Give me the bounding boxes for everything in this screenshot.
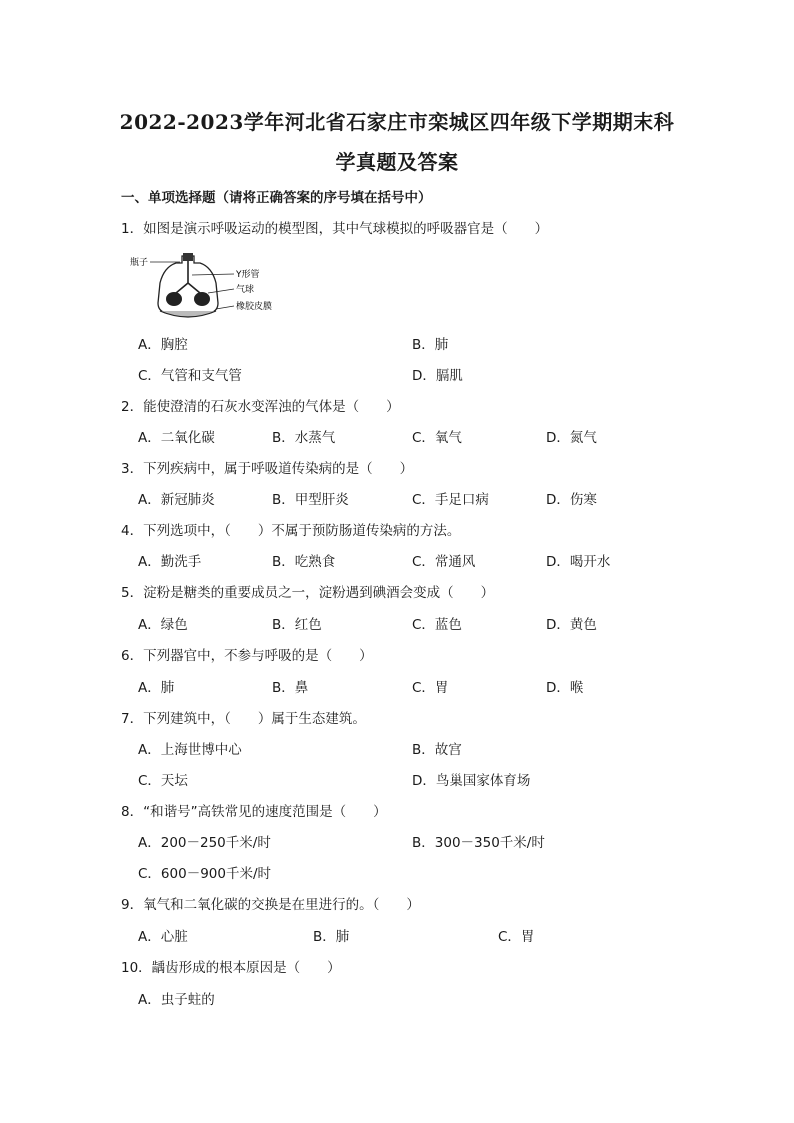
question-1-option-c: C．气管和支气管 (138, 368, 242, 384)
question-8-option-a: A．200－250千米/时 (138, 835, 271, 851)
question-5-option-a: A．绿色 (138, 617, 188, 633)
question-5-stem: 5．淀粉是糖类的重要成员之一，淀粉遇到碘酒会变成（ ） (121, 585, 495, 601)
question-4-option-a: A．勤洗手 (138, 554, 202, 570)
question-5-option-d: D．黄色 (546, 617, 597, 633)
label-balloon: 气球 (236, 285, 255, 295)
question-2-option-b: B．水蒸气 (272, 430, 336, 446)
question-8-option-c: C．600－900千米/时 (138, 866, 272, 882)
question-7-option-a: A．上海世博中心 (138, 742, 242, 758)
question-9-stem: 9．氧气和二氧化碳的交换是在里进行的。（ ） (121, 897, 420, 913)
question-2-stem: 2．能使澄清的石灰水变浑浊的气体是（ ） (121, 399, 400, 415)
question-3-option-a: A．新冠肺炎 (138, 492, 215, 508)
question-6-option-c: C．胃 (412, 680, 449, 696)
question-7-option-c: C．天坛 (138, 773, 188, 789)
question-2-option-a: A．二氧化碳 (138, 430, 215, 446)
question-6-option-d: D．喉 (546, 680, 584, 696)
question-6-option-a: A．肺 (138, 680, 175, 696)
section-heading: 一、单项选择题（请将正确答案的序号填在括号中） (121, 190, 432, 206)
label-y-tube: Y形管 (236, 270, 260, 280)
question-4-option-d: D．喝开水 (546, 554, 611, 570)
question-4-stem: 4．下列选项中，（ ）不属于预防肠道传染病的方法。 (121, 523, 461, 539)
question-9-option-a: A．心脏 (138, 929, 188, 945)
question-3-stem: 3．下列疾病中，属于呼吸道传染病的是（ ） (121, 461, 414, 477)
document-title-line1: 2022-2023学年河北省石家庄市栾城区四年级下学期期末科 (119, 110, 675, 134)
question-10-stem: 10．龋齿形成的根本原因是（ ） (121, 960, 341, 976)
question-1-option-d: D．膈肌 (412, 368, 463, 384)
question-6-option-b: B．鼻 (272, 680, 309, 696)
question-3-option-b: B．甲型肝炎 (272, 492, 349, 508)
question-4-option-c: C．常通风 (412, 554, 476, 570)
question-9-option-c: C．胃 (498, 929, 535, 945)
document-title-line2: 学真题及答案 (335, 150, 459, 174)
question-9-option-b: B．肺 (313, 929, 350, 945)
question-1-option-b: B．肺 (412, 337, 449, 353)
question-4-option-b: B．吃熟食 (272, 554, 336, 570)
question-7-option-b: B．故宫 (412, 742, 462, 758)
question-8-option-b: B．300－350千米/时 (412, 835, 545, 851)
question-1-stem: 1．如图是演示呼吸运动的模型图，其中气球模拟的呼吸器官是（ ） (121, 221, 549, 237)
question-8-stem: 8．“和谐号”高铁常见的速度范围是（ ） (121, 804, 387, 820)
question-2-option-d: D．氮气 (546, 430, 597, 446)
question-10-option-a: A．虫子蛀的 (138, 992, 215, 1008)
question-5-option-c: C．蓝色 (412, 617, 462, 633)
question-5-option-b: B．红色 (272, 617, 322, 633)
label-rubber-membrane: 橡胶皮膜 (236, 302, 273, 312)
label-bottle: 瓶子 (130, 258, 149, 268)
question-2-option-c: C．氧气 (412, 430, 462, 446)
question-6-stem: 6．下列器官中，不参与呼吸的是（ ） (121, 648, 373, 664)
question-3-option-c: C．手足口病 (412, 492, 489, 508)
question-1-option-a: A．胸腔 (138, 337, 188, 353)
question-7-option-d: D．鸟巢国家体育场 (412, 773, 531, 789)
breathing-model-diagram (130, 253, 290, 319)
question-7-stem: 7．下列建筑中，（ ）属于生态建筑。 (121, 711, 366, 727)
question-3-option-d: D．伤寒 (546, 492, 597, 508)
